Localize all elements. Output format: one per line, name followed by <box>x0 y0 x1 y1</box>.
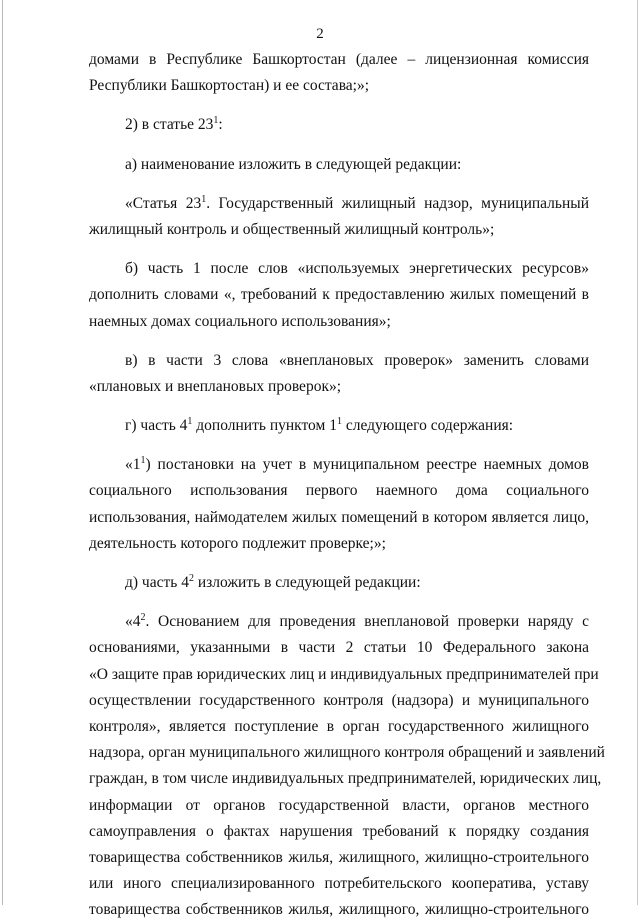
superscript: 1 <box>201 193 207 205</box>
text-line <box>89 256 589 282</box>
text-line <box>89 819 589 845</box>
text-run: или иного специализированного потребительского кооператива, уставу <box>89 875 589 893</box>
superscript: 1 <box>187 416 193 428</box>
text-run: социального использования первого наемного дома социального <box>89 482 589 500</box>
text-line <box>89 348 589 374</box>
text-run: б) часть 1 после слов «используемых энергетических ресурсов» <box>125 260 589 278</box>
text-line <box>89 152 589 178</box>
text-line <box>89 845 589 871</box>
superscript: 1 <box>213 115 219 127</box>
text-run: использования, наймодателем жилых помещений в котором является лицо, <box>89 508 589 526</box>
text-run: Республики Башкортостан) и ее состава;»; <box>89 77 370 95</box>
text-run: : <box>218 116 223 134</box>
text-line <box>89 609 589 635</box>
text-run: осуществлении государственного контроля (надзора) и муниципального <box>89 691 589 709</box>
text-line <box>89 217 589 243</box>
text-line <box>89 570 589 596</box>
text-line <box>89 740 605 766</box>
text-run: товарищества собственников жилья, жилищного, жилищно-строительного <box>89 901 589 919</box>
text-run: надзора, орган муниципального жилищного контроля обращений и заявлений <box>89 744 605 762</box>
page-number: 2 <box>316 26 324 42</box>
text-run: д) часть 4 <box>125 574 189 591</box>
text-run: домами в Республике Башкортостан (далее – лицензионная комиссия <box>89 51 589 68</box>
text-run: информации от органов государственной власти, органов местного <box>89 796 589 814</box>
text-line <box>89 766 602 792</box>
text-line <box>89 531 589 557</box>
text-line <box>89 505 589 531</box>
text-line <box>89 662 599 688</box>
text-run: деятельность которого подлежит проверке;»; <box>89 534 386 552</box>
paragraph-gap <box>89 139 589 152</box>
text-line <box>89 793 589 819</box>
text-run: наемных домах социального использования»; <box>89 312 391 330</box>
text-run: граждан, в том числе индивидуальных предпринимателей, юридических лиц, <box>89 770 602 788</box>
text-run: в) в части 3 слова «внеплановых проверок» заменить словами <box>125 351 589 369</box>
text-run: . Основанием для проведения внеплановой проверки наряду с <box>145 613 589 631</box>
scan-edge-right <box>637 0 638 905</box>
text-line <box>89 452 589 478</box>
text-run: основаниями, указанными в части 2 статьи 10 Федерального закона <box>89 639 589 657</box>
text-run: следующего содержания: <box>341 417 514 435</box>
document-body <box>89 47 605 923</box>
text-run: «4 <box>125 613 141 631</box>
scan-edge-left <box>2 0 3 905</box>
text-line <box>89 688 589 714</box>
text-run: а) наименование изложить в следующей редакции: <box>125 155 462 173</box>
text-line <box>89 191 589 217</box>
text-run: дополнить словами «, требований к предоставлению жилых помещений в <box>89 286 589 304</box>
text-line <box>89 309 589 335</box>
text-run: самоуправления о фактах нарушения требований к порядку создания <box>89 822 589 840</box>
text-run: дополнить пунктом 1 <box>192 417 337 435</box>
superscript: 2 <box>188 573 194 584</box>
paragraph-gap <box>89 243 589 256</box>
paragraph-gap <box>89 557 589 570</box>
text-run: изложить в следующей редакции: <box>193 574 421 591</box>
text-run: . Государственный жилищный надзор, муниципальный <box>206 194 589 212</box>
paragraph-gap <box>89 400 589 413</box>
text-line <box>89 73 589 99</box>
text-line <box>89 897 589 923</box>
text-line <box>89 112 589 138</box>
text-line <box>89 413 589 439</box>
paragraph-gap <box>89 439 589 452</box>
paragraph-gap <box>89 178 589 191</box>
text-line <box>89 871 589 897</box>
text-line <box>89 282 589 308</box>
text-run: «плановых и внеплановых проверок»; <box>89 377 342 395</box>
text-line <box>89 47 589 73</box>
text-line <box>89 635 589 661</box>
text-run: жилищный контроль и общественный жилищный контроль»; <box>89 220 495 238</box>
text-run: «Статья 23 <box>125 194 202 212</box>
superscript: 2 <box>140 612 146 624</box>
text-line <box>89 374 589 400</box>
superscript: 1 <box>140 455 146 467</box>
text-run: ) постановки на учет в муниципальном реестре наемных домов <box>145 456 589 474</box>
text-run: 2) в статье 23 <box>125 116 214 134</box>
text-line <box>89 478 589 504</box>
paragraph-gap <box>89 99 589 112</box>
paragraph-gap <box>89 335 589 348</box>
text-run: контроля», является поступление в орган государственного жилищного <box>89 717 589 735</box>
superscript: 1 <box>336 416 342 428</box>
paragraph-gap <box>89 596 589 609</box>
text-run: товарищества собственников жилья, жилищного, жилищно-строительного <box>89 848 589 866</box>
text-run: г) часть 4 <box>125 417 188 435</box>
text-run: «1 <box>125 456 141 474</box>
text-run: «О защите прав юридических лиц и индивидуальных предпринимателей при <box>89 665 599 683</box>
text-line <box>89 714 589 740</box>
